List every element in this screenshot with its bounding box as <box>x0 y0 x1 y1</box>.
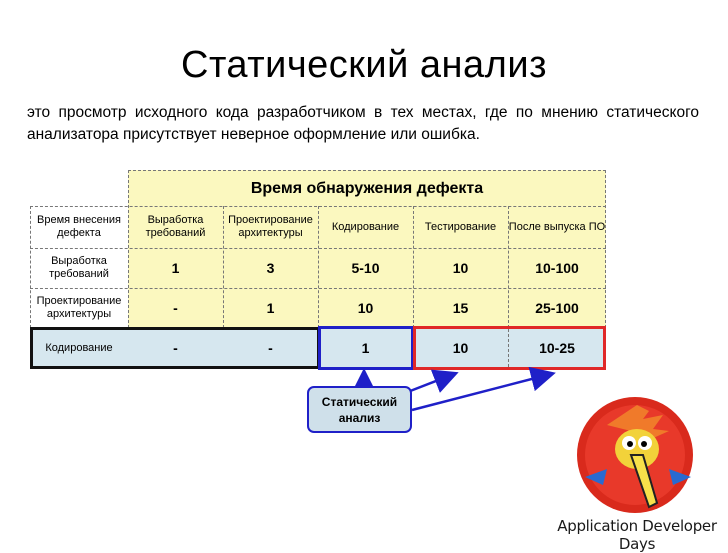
column-header: Проектирование архитектуры <box>223 206 318 248</box>
table-cell: 25-100 <box>508 288 606 328</box>
slide-title: Статический анализ <box>181 44 547 86</box>
table-cell: 1 <box>223 288 318 328</box>
table-cell: - <box>128 288 223 328</box>
grid-line <box>223 206 224 328</box>
defect-cost-table <box>30 170 606 370</box>
row-label: Проектирование архитектуры <box>36 295 122 320</box>
table-cell: 1 <box>128 248 223 288</box>
corner-label: Время внесения дефекта <box>37 214 121 239</box>
column-header: После выпуска ПО <box>508 206 606 248</box>
grid-line <box>30 248 606 249</box>
table-cell: 10 <box>318 288 413 328</box>
row-label: Выработка требований <box>49 255 109 280</box>
grid-line <box>30 206 606 207</box>
late-detection-highlight <box>413 326 606 370</box>
table-cell: - <box>223 328 318 368</box>
grid-line <box>508 206 509 328</box>
grid-line <box>605 170 606 328</box>
table-cell: 10-100 <box>508 248 606 288</box>
table-cell: 15 <box>413 288 508 328</box>
grid-line <box>128 170 129 328</box>
table-cell: 10 <box>413 248 508 288</box>
grid-line <box>508 329 509 367</box>
grid-line <box>413 206 414 328</box>
table-cell: 3 <box>223 248 318 288</box>
table-header: Время обнаружения дефекта <box>128 170 606 206</box>
column-header: Выработка требований <box>128 206 223 248</box>
brand-text: Application Developer Days <box>557 517 717 553</box>
static-analysis-cell-highlight <box>318 326 414 370</box>
table-cell: 10 <box>413 328 508 368</box>
table-cell: 1 <box>318 328 413 368</box>
grid-line <box>318 206 319 328</box>
table-cell: 10-25 <box>508 328 606 368</box>
column-header: Тестирование <box>413 206 508 248</box>
static-analysis-callout: Статический анализ <box>307 386 412 433</box>
grid-line <box>30 206 31 328</box>
column-header: Кодирование <box>318 206 413 248</box>
table-cell: 5-10 <box>318 248 413 288</box>
coding-row-outline <box>30 327 320 369</box>
grid-line <box>128 170 606 171</box>
slide-subtitle: это просмотр исходного кода разработчиком в тех местах, где по мнению статического анализатора присутствует неверное оформление или ошибка. <box>27 104 699 143</box>
grid-line <box>30 288 606 289</box>
row-label: Кодирование <box>30 328 128 368</box>
table-cell: - <box>128 328 223 368</box>
